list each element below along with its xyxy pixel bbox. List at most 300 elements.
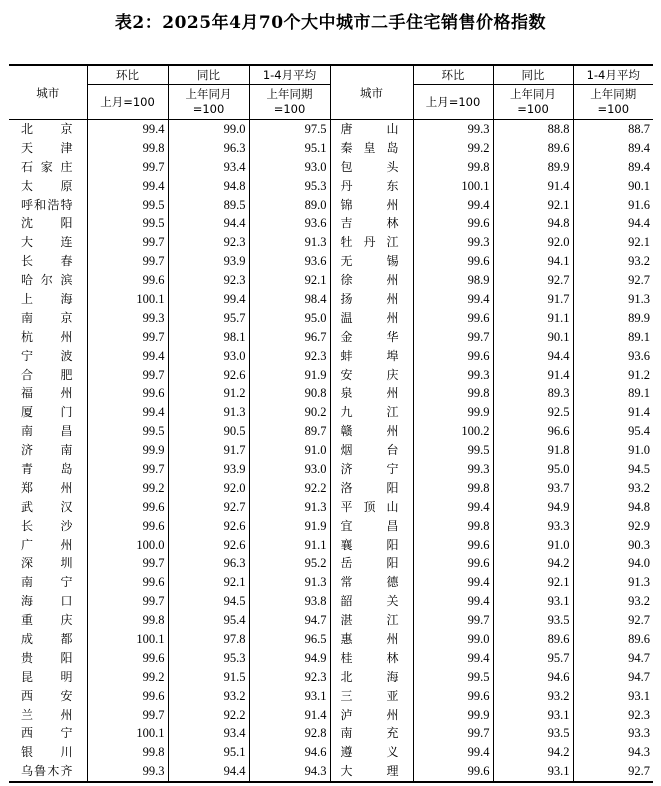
mom-cell: 99.6 xyxy=(413,687,493,706)
city-cell: 杭州 xyxy=(21,329,73,344)
city-cell: 银川 xyxy=(21,745,73,760)
avg-base-left: 上年同期 =100 xyxy=(249,85,330,120)
table-row xyxy=(9,554,653,573)
avg-cell: 93.2 xyxy=(573,252,653,271)
yoy-cell: 92.7 xyxy=(493,271,573,290)
city-cell: 南昌 xyxy=(21,424,73,439)
table-row xyxy=(9,347,653,366)
avg-header-right: 1-4月平均 xyxy=(573,65,653,85)
avg-cell: 91.1 xyxy=(249,536,330,555)
mom-cell: 99.4 xyxy=(413,592,493,611)
mom-cell: 99.4 xyxy=(413,196,493,215)
city-cell: 牡丹江 xyxy=(330,233,413,252)
city-cell: 济南 xyxy=(21,443,73,458)
city-cell: 南充 xyxy=(330,725,413,744)
yoy-cell: 94.8 xyxy=(168,177,249,196)
city-cell: 韶关 xyxy=(330,592,413,611)
yoy-cell: 91.4 xyxy=(493,366,573,385)
yoy-cell: 99.0 xyxy=(168,120,249,139)
avg-cell: 91.2 xyxy=(573,366,653,385)
yoy-cell: 93.4 xyxy=(168,158,249,177)
city-cell: 丹东 xyxy=(330,177,413,196)
city-cell: 福州 xyxy=(21,386,73,401)
mom-cell: 99.7 xyxy=(87,233,168,252)
city-cell: 兰州 xyxy=(21,707,73,722)
table-row xyxy=(9,743,653,762)
city-cell: 徐州 xyxy=(330,271,413,290)
mom-cell: 99.5 xyxy=(413,441,493,460)
city-cell: 金华 xyxy=(330,328,413,347)
avg-cell: 89.1 xyxy=(573,384,653,403)
avg-cell: 94.6 xyxy=(249,743,330,762)
mom-cell: 99.7 xyxy=(87,592,168,611)
yoy-cell: 88.8 xyxy=(493,120,573,139)
table-row xyxy=(9,158,653,177)
yoy-cell: 93.2 xyxy=(493,687,573,706)
avg-cell: 92.1 xyxy=(573,233,653,252)
avg-cell: 93.6 xyxy=(249,214,330,233)
avg-cell: 91.9 xyxy=(249,366,330,385)
mom-cell: 99.6 xyxy=(87,498,168,517)
yoy-cell: 92.6 xyxy=(168,536,249,555)
table-row xyxy=(9,233,653,252)
table-row xyxy=(9,611,653,630)
yoy-cell: 91.7 xyxy=(168,441,249,460)
mom-cell: 99.6 xyxy=(413,762,493,782)
city-header-left: 城市 xyxy=(36,85,60,100)
yoy-cell: 91.2 xyxy=(168,384,249,403)
city-cell: 惠州 xyxy=(330,630,413,649)
table-row xyxy=(9,214,653,233)
yoy-cell: 93.7 xyxy=(493,479,573,498)
avg-cell: 88.7 xyxy=(573,120,653,139)
city-cell: 三亚 xyxy=(330,687,413,706)
yoy-cell: 93.0 xyxy=(168,347,249,366)
avg-cell: 94.4 xyxy=(573,214,653,233)
avg-cell: 92.2 xyxy=(249,479,330,498)
mom-cell: 99.2 xyxy=(87,479,168,498)
yoy-cell: 89.6 xyxy=(493,630,573,649)
avg-cell: 95.1 xyxy=(249,139,330,158)
mom-cell: 99.4 xyxy=(413,743,493,762)
yoy-cell: 94.6 xyxy=(493,668,573,687)
price-index-table xyxy=(9,64,653,783)
avg-cell: 93.6 xyxy=(573,347,653,366)
yoy-cell: 94.4 xyxy=(493,347,573,366)
yoy-cell: 92.3 xyxy=(168,233,249,252)
city-cell: 西宁 xyxy=(21,726,73,741)
mom-cell: 99.3 xyxy=(413,460,493,479)
avg-cell: 92.3 xyxy=(249,347,330,366)
city-cell: 扬州 xyxy=(330,290,413,309)
table-row xyxy=(9,573,653,592)
mom-cell: 99.5 xyxy=(87,214,168,233)
avg-cell: 94.9 xyxy=(249,649,330,668)
avg-cell: 94.7 xyxy=(573,649,653,668)
table-row xyxy=(9,139,653,158)
yoy-cell: 93.3 xyxy=(493,517,573,536)
avg-header-left: 1-4月平均 xyxy=(249,65,330,85)
avg-cell: 92.8 xyxy=(249,725,330,744)
mom-base-right: 上月=100 xyxy=(413,85,493,120)
mom-cell: 99.3 xyxy=(413,233,493,252)
mom-cell: 99.3 xyxy=(87,309,168,328)
yoy-cell: 92.7 xyxy=(168,498,249,517)
avg-cell: 91.3 xyxy=(573,573,653,592)
mom-cell: 99.4 xyxy=(413,573,493,592)
mom-cell: 99.2 xyxy=(413,139,493,158)
yoy-cell: 94.1 xyxy=(493,252,573,271)
yoy-header-left: 同比 xyxy=(168,65,249,85)
header-row-1 xyxy=(9,65,653,85)
mom-cell: 99.8 xyxy=(413,158,493,177)
yoy-cell: 92.0 xyxy=(493,233,573,252)
yoy-cell: 97.8 xyxy=(168,630,249,649)
avg-cell: 91.4 xyxy=(573,403,653,422)
mom-header-left: 环比 xyxy=(87,65,168,85)
avg-cell: 93.0 xyxy=(249,158,330,177)
table-row xyxy=(9,479,653,498)
avg-cell: 95.0 xyxy=(249,309,330,328)
yoy-cell: 94.4 xyxy=(168,214,249,233)
yoy-cell: 89.5 xyxy=(168,196,249,215)
mom-cell: 100.0 xyxy=(87,536,168,555)
yoy-cell: 92.1 xyxy=(168,573,249,592)
avg-cell: 92.7 xyxy=(573,271,653,290)
avg-cell: 90.3 xyxy=(573,536,653,555)
avg-cell: 91.0 xyxy=(573,441,653,460)
mom-cell: 99.7 xyxy=(413,611,493,630)
yoy-cell: 94.4 xyxy=(168,762,249,782)
table-row xyxy=(9,309,653,328)
city-cell: 锦州 xyxy=(330,196,413,215)
yoy-cell: 93.1 xyxy=(493,592,573,611)
yoy-cell: 90.1 xyxy=(493,328,573,347)
avg-cell: 93.8 xyxy=(249,592,330,611)
avg-cell: 94.7 xyxy=(573,668,653,687)
city-cell: 吉林 xyxy=(330,214,413,233)
city-cell: 泉州 xyxy=(330,384,413,403)
table-row xyxy=(9,725,653,744)
table-row xyxy=(9,290,653,309)
avg-cell: 91.6 xyxy=(573,196,653,215)
table-row xyxy=(9,328,653,347)
yoy-cell: 90.5 xyxy=(168,422,249,441)
yoy-cell: 92.5 xyxy=(493,403,573,422)
city-cell: 蚌埠 xyxy=(330,347,413,366)
avg-cell: 93.6 xyxy=(249,252,330,271)
mom-cell: 99.5 xyxy=(413,668,493,687)
yoy-cell: 91.5 xyxy=(168,668,249,687)
city-cell: 南宁 xyxy=(21,575,73,590)
yoy-cell: 95.3 xyxy=(168,649,249,668)
table-row xyxy=(9,441,653,460)
yoy-cell: 93.1 xyxy=(493,706,573,725)
city-cell: 重庆 xyxy=(21,613,73,628)
yoy-cell: 91.1 xyxy=(493,309,573,328)
mom-cell: 100.1 xyxy=(87,630,168,649)
avg-cell: 91.3 xyxy=(573,290,653,309)
mom-cell: 99.6 xyxy=(87,573,168,592)
city-cell: 烟台 xyxy=(330,441,413,460)
avg-cell: 96.5 xyxy=(249,630,330,649)
city-cell: 常德 xyxy=(330,573,413,592)
avg-cell: 92.7 xyxy=(573,762,653,782)
city-cell: 大理 xyxy=(330,762,413,782)
mom-cell: 99.6 xyxy=(413,309,493,328)
avg-cell: 93.2 xyxy=(573,479,653,498)
avg-cell: 93.2 xyxy=(573,592,653,611)
city-cell: 郑州 xyxy=(21,480,73,495)
avg-cell: 90.8 xyxy=(249,384,330,403)
city-cell: 秦皇岛 xyxy=(330,139,413,158)
mom-cell: 99.6 xyxy=(413,214,493,233)
avg-cell: 91.4 xyxy=(249,706,330,725)
table-row xyxy=(9,252,653,271)
city-cell: 太原 xyxy=(21,178,73,193)
avg-base-right: 上年同期 =100 xyxy=(573,85,653,120)
mom-cell: 99.3 xyxy=(413,366,493,385)
city-cell: 无锡 xyxy=(330,252,413,271)
city-cell: 成都 xyxy=(21,631,73,646)
city-cell: 合肥 xyxy=(21,367,73,382)
yoy-cell: 91.3 xyxy=(168,403,249,422)
mom-cell: 99.7 xyxy=(87,366,168,385)
mom-cell: 99.6 xyxy=(413,554,493,573)
mom-cell: 99.7 xyxy=(87,460,168,479)
mom-cell: 99.9 xyxy=(413,706,493,725)
mom-cell: 99.4 xyxy=(413,290,493,309)
avg-cell: 93.3 xyxy=(573,725,653,744)
city-cell: 南京 xyxy=(21,310,73,325)
mom-header-right: 环比 xyxy=(413,65,493,85)
mom-cell: 99.5 xyxy=(87,196,168,215)
table-row xyxy=(9,196,653,215)
yoy-cell: 93.9 xyxy=(168,460,249,479)
yoy-cell: 89.6 xyxy=(493,139,573,158)
yoy-cell: 95.1 xyxy=(168,743,249,762)
avg-cell: 92.3 xyxy=(249,668,330,687)
mom-cell: 99.2 xyxy=(87,668,168,687)
page-title: 表2：2025年4月70个大中城市二手住宅销售价格指数 xyxy=(114,13,547,33)
mom-cell: 99.6 xyxy=(87,384,168,403)
city-cell: 昆明 xyxy=(21,669,73,684)
mom-cell: 99.7 xyxy=(87,158,168,177)
avg-cell: 89.1 xyxy=(573,328,653,347)
avg-cell: 94.8 xyxy=(573,498,653,517)
yoy-cell: 91.0 xyxy=(493,536,573,555)
city-cell: 济宁 xyxy=(330,460,413,479)
avg-cell: 90.2 xyxy=(249,403,330,422)
mom-cell: 99.4 xyxy=(87,403,168,422)
mom-cell: 98.9 xyxy=(413,271,493,290)
mom-cell: 99.6 xyxy=(413,536,493,555)
yoy-cell: 99.4 xyxy=(168,290,249,309)
mom-cell: 99.8 xyxy=(87,743,168,762)
yoy-cell: 92.3 xyxy=(168,271,249,290)
city-cell: 石家庄 xyxy=(21,159,73,174)
table-row xyxy=(9,668,653,687)
city-cell: 包头 xyxy=(330,158,413,177)
city-cell: 西安 xyxy=(21,688,73,703)
city-cell: 哈尔滨 xyxy=(21,273,73,288)
city-header-right: 城市 xyxy=(330,65,413,120)
city-cell: 贵阳 xyxy=(21,650,73,665)
mom-cell: 99.6 xyxy=(87,517,168,536)
avg-cell: 94.7 xyxy=(249,611,330,630)
city-cell: 呼和浩特 xyxy=(21,197,73,212)
mom-cell: 99.9 xyxy=(413,403,493,422)
city-cell: 泸州 xyxy=(330,706,413,725)
table-row xyxy=(9,649,653,668)
mom-cell: 99.6 xyxy=(87,649,168,668)
avg-cell: 92.1 xyxy=(249,271,330,290)
city-cell: 北海 xyxy=(330,668,413,687)
mom-cell: 99.8 xyxy=(413,384,493,403)
avg-cell: 89.9 xyxy=(573,309,653,328)
avg-cell: 90.1 xyxy=(573,177,653,196)
yoy-cell: 92.6 xyxy=(168,517,249,536)
avg-cell: 91.3 xyxy=(249,573,330,592)
city-cell: 九江 xyxy=(330,403,413,422)
yoy-cell: 92.2 xyxy=(168,706,249,725)
mom-cell: 99.3 xyxy=(87,762,168,782)
city-cell: 赣州 xyxy=(330,422,413,441)
yoy-cell: 94.2 xyxy=(493,743,573,762)
mom-cell: 100.1 xyxy=(413,177,493,196)
mom-cell: 99.7 xyxy=(87,554,168,573)
city-cell: 天津 xyxy=(21,140,73,155)
avg-cell: 89.4 xyxy=(573,158,653,177)
mom-cell: 100.1 xyxy=(87,725,168,744)
yoy-base-right: 上年同月 =100 xyxy=(493,85,573,120)
mom-cell: 99.4 xyxy=(87,120,168,139)
yoy-base-left: 上年同月 =100 xyxy=(168,85,249,120)
mom-cell: 99.7 xyxy=(87,706,168,725)
city-cell: 深圳 xyxy=(21,556,73,571)
avg-cell: 94.3 xyxy=(573,743,653,762)
avg-cell: 93.1 xyxy=(573,687,653,706)
avg-cell: 92.7 xyxy=(573,611,653,630)
mom-cell: 99.4 xyxy=(87,177,168,196)
table-row xyxy=(9,271,653,290)
yoy-cell: 94.2 xyxy=(493,554,573,573)
city-cell: 温州 xyxy=(330,309,413,328)
yoy-cell: 96.6 xyxy=(493,422,573,441)
mom-cell: 99.7 xyxy=(87,328,168,347)
avg-cell: 96.7 xyxy=(249,328,330,347)
table-row xyxy=(9,177,653,196)
city-cell: 沈阳 xyxy=(21,216,73,231)
yoy-cell: 91.7 xyxy=(493,290,573,309)
avg-cell: 89.6 xyxy=(573,630,653,649)
yoy-cell: 93.1 xyxy=(493,762,573,782)
avg-cell: 92.9 xyxy=(573,517,653,536)
avg-cell: 98.4 xyxy=(249,290,330,309)
avg-cell: 97.5 xyxy=(249,120,330,139)
yoy-cell: 89.3 xyxy=(493,384,573,403)
mom-cell: 99.8 xyxy=(87,139,168,158)
city-cell: 遵义 xyxy=(330,743,413,762)
yoy-cell: 92.1 xyxy=(493,573,573,592)
table-row xyxy=(9,403,653,422)
mom-cell: 99.0 xyxy=(413,630,493,649)
mom-cell: 99.8 xyxy=(413,517,493,536)
yoy-cell: 91.8 xyxy=(493,441,573,460)
avg-cell: 92.3 xyxy=(573,706,653,725)
table-row xyxy=(9,366,653,385)
mom-base-left: 上月=100 xyxy=(87,85,168,120)
mom-cell: 99.7 xyxy=(413,328,493,347)
city-cell: 上海 xyxy=(21,291,73,306)
city-cell: 北京 xyxy=(21,121,73,136)
city-cell: 安庆 xyxy=(330,366,413,385)
city-cell: 平顶山 xyxy=(330,498,413,517)
avg-cell: 94.5 xyxy=(573,460,653,479)
table-row xyxy=(9,706,653,725)
city-cell: 襄阳 xyxy=(330,536,413,555)
yoy-cell: 93.4 xyxy=(168,725,249,744)
avg-cell: 95.4 xyxy=(573,422,653,441)
yoy-cell: 92.0 xyxy=(168,479,249,498)
city-cell: 大连 xyxy=(21,235,73,250)
avg-cell: 93.0 xyxy=(249,460,330,479)
table-row xyxy=(9,517,653,536)
yoy-cell: 96.3 xyxy=(168,139,249,158)
mom-cell: 99.8 xyxy=(87,611,168,630)
mom-cell: 100.2 xyxy=(413,422,493,441)
yoy-cell: 95.4 xyxy=(168,611,249,630)
avg-cell: 91.0 xyxy=(249,441,330,460)
city-cell: 海口 xyxy=(21,594,73,609)
avg-cell: 95.3 xyxy=(249,177,330,196)
city-cell: 厦门 xyxy=(21,405,73,420)
avg-cell: 93.1 xyxy=(249,687,330,706)
yoy-cell: 95.7 xyxy=(168,309,249,328)
yoy-cell: 94.5 xyxy=(168,592,249,611)
mom-cell: 99.7 xyxy=(413,725,493,744)
city-cell: 武汉 xyxy=(21,499,73,514)
mom-cell: 99.5 xyxy=(87,422,168,441)
avg-cell: 91.3 xyxy=(249,233,330,252)
mom-cell: 99.9 xyxy=(87,441,168,460)
yoy-cell: 93.5 xyxy=(493,725,573,744)
table-row xyxy=(9,498,653,517)
yoy-cell: 93.5 xyxy=(493,611,573,630)
avg-cell: 89.4 xyxy=(573,139,653,158)
avg-cell: 89.7 xyxy=(249,422,330,441)
avg-cell: 91.3 xyxy=(249,498,330,517)
avg-cell: 94.0 xyxy=(573,554,653,573)
table-row xyxy=(9,460,653,479)
avg-cell: 89.0 xyxy=(249,196,330,215)
city-cell: 广州 xyxy=(21,537,73,552)
mom-cell: 99.8 xyxy=(413,479,493,498)
table-row xyxy=(9,536,653,555)
mom-cell: 100.1 xyxy=(87,290,168,309)
city-cell: 湛江 xyxy=(330,611,413,630)
city-cell: 宜昌 xyxy=(330,517,413,536)
yoy-cell: 91.4 xyxy=(493,177,573,196)
mom-cell: 99.6 xyxy=(413,252,493,271)
mom-cell: 99.7 xyxy=(87,252,168,271)
mom-cell: 99.6 xyxy=(87,271,168,290)
city-cell: 长春 xyxy=(21,254,73,269)
city-cell: 宁波 xyxy=(21,348,73,363)
avg-cell: 94.3 xyxy=(249,762,330,782)
avg-cell: 95.2 xyxy=(249,554,330,573)
city-cell: 洛阳 xyxy=(330,479,413,498)
